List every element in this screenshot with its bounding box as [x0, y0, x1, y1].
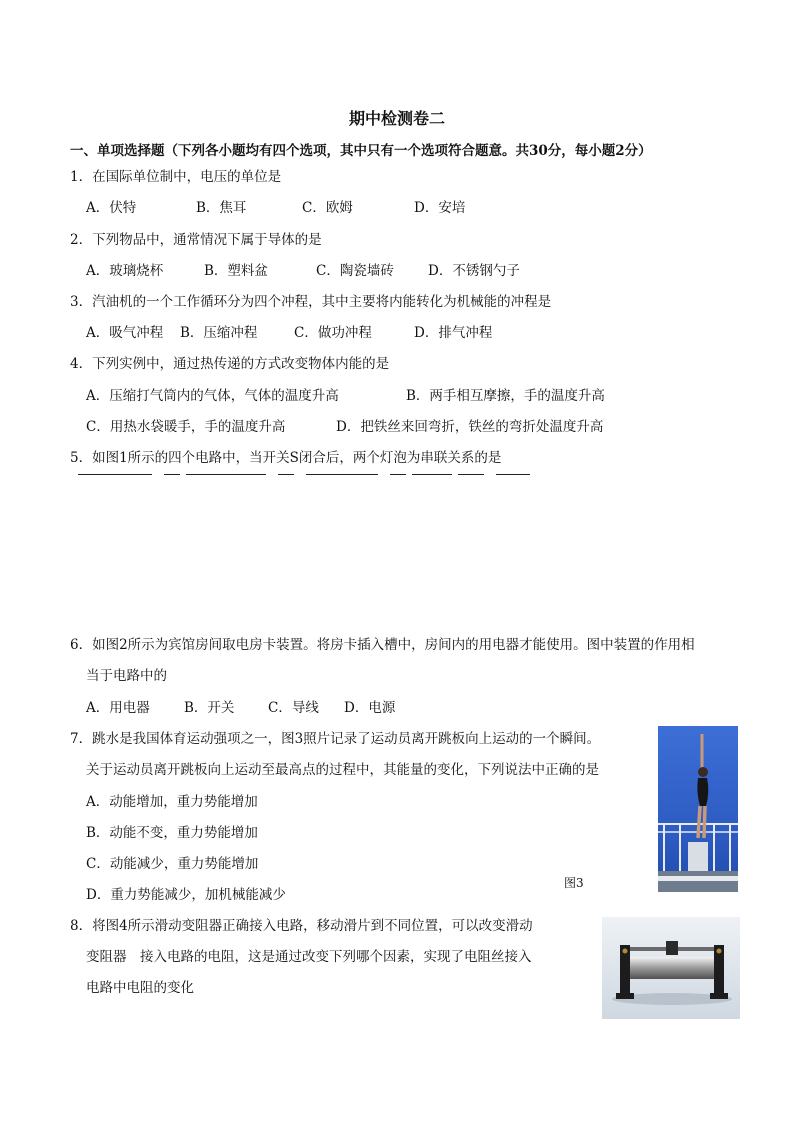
question-4-stem: 4．下列实例中，通过热传递的方式改变物体内能的是 — [70, 356, 390, 372]
q7-option-b: B．动能不变，重力势能增加 — [86, 825, 258, 841]
question-5-stem: 5．如图1所示的四个电路中，当开关S闭合后，两个灯泡为串联关系的是 — [70, 450, 502, 466]
q6-option-b: B．开关 — [184, 700, 235, 716]
question-6-stem: 6．如图2所示为宾馆房间取电房卡装置。将房卡插入槽中，房间内的用电器才能使用。图中装置的作用相 — [70, 637, 695, 653]
diver-photo — [658, 726, 738, 892]
q3-option-d: D．排气冲程 — [414, 325, 493, 341]
question-8-stem: 8．将图4所示滑动变阻器正确接入电路，移动滑片到不同位置，可以改变滑动 — [70, 918, 533, 934]
q6-option-d: D．电源 — [344, 700, 396, 716]
q2-option-d: D．不锈钢勺子 — [428, 263, 520, 279]
q3-option-a: A．吸气冲程 — [86, 325, 164, 341]
question-3-stem: 3．汽油机的一个工作循环分为四个冲程，其中主要将内能转化为机械能的冲程是 — [70, 294, 552, 310]
q7-option-d: D．重力势能减少，加机械能减少 — [86, 887, 286, 903]
q4-option-b: B．两手相互摩擦，手的温度升高 — [406, 388, 605, 404]
page-title: 期中检测卷二 — [348, 109, 445, 128]
question-2-stem: 2．下列物品中，通常情况下属于导体的是 — [70, 232, 322, 248]
q1-option-b: B．焦耳 — [196, 200, 247, 216]
q1-option-a: A．伏特 — [86, 200, 137, 216]
section-heading: 一、单项选择题（下列各小题均有四个选项，其中只有一个选项符合题意。共30分，每小题2分） — [70, 143, 652, 159]
question-1-stem: 1．在国际单位制中，电压的单位是 — [70, 169, 282, 185]
q2-option-a: A．玻璃烧杯 — [86, 263, 164, 279]
question-8-stem-cont-2: 电路中电阻的变化 — [86, 980, 194, 996]
question-6-stem-cont: 当于电路中的 — [86, 668, 167, 684]
q4-option-c: C．用热水袋暖手，手的温度升高 — [86, 419, 286, 435]
q6-option-a: A．用电器 — [86, 700, 150, 716]
q4-option-d: D．把铁丝来回弯折，铁丝的弯折处温度升高 — [336, 419, 604, 435]
question-7-stem-cont: 关于运动员离开跳板向上运动至最高点的过程中，其能量的变化，下列说法中正确的是 — [86, 762, 599, 778]
q2-option-b: B．塑料盆 — [204, 263, 268, 279]
figure-3-caption: 图3 — [564, 876, 584, 890]
question-8-stem-cont-1: 变阻器 接入电路的电阻，这是通过改变下列哪个因素，实现了电阻丝接入 — [86, 949, 532, 965]
q1-option-c: C．欧姆 — [302, 200, 353, 216]
q3-option-b: B．压缩冲程 — [180, 325, 258, 341]
q3-option-c: C．做功冲程 — [294, 325, 372, 341]
q1-option-d: D．安培 — [414, 200, 466, 216]
circuit-figure-placeholder — [78, 462, 538, 482]
q6-option-c: C．导线 — [268, 700, 319, 716]
question-7-stem: 7．跳水是我国体育运动强项之一，图3照片记录了运动员离开跳板向上运动的一个瞬间。 — [70, 731, 601, 747]
rheostat-photo — [602, 917, 740, 1019]
q7-option-c: C．动能减少，重力势能增加 — [86, 856, 259, 872]
q2-option-c: C．陶瓷墙砖 — [316, 263, 394, 279]
q4-option-a: A．压缩打气筒内的气体，气体的温度升高 — [86, 388, 339, 404]
q7-option-a: A．动能增加，重力势能增加 — [86, 794, 258, 810]
